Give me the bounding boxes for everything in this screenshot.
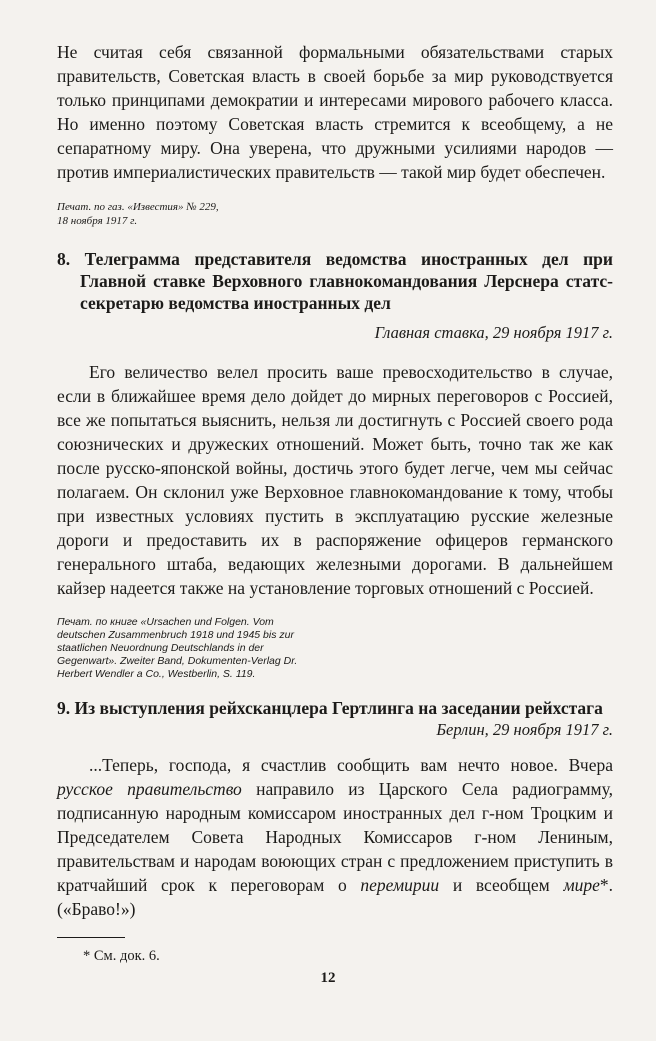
doc8-source: Печат. по книге «Ursachen und Folgen. Vom deutschen Zusammenbruch 1918 und 1945 bis zur staatlichen Neuordnung Deutschlands in der Gegenwart». Zweiter Band, Dokumenten-Verlag Dr. Herbert Wendler a Co., Westberlin, S. 119. [57, 616, 298, 680]
footnote-divider [57, 937, 125, 938]
doc9-heading: 9. Из выступления рейхсканцлера Гертлинга на заседании рейхстага [57, 698, 603, 718]
intro-source [57, 200, 613, 228]
doc9-text-2: направило из Царского Села радиограмму, подписанную народным комиссаром иностранных дел г-ном Троцким и Председателем Совета Народных Комиссаров г-ном Лениным, правительствам и народам воюющих стран с предложением приступить в кратчайший срок к переговорам о [57, 779, 613, 895]
intro-paragraph: Не считая себя связанной формальными обязательствами старых правительств, Советская власть в своей борьбе за мир руководствуется только принципами демократии и интересами мирового рабочего класса. Но именно поэтому Советская власть стремится к всеобщему, а не сепаратному миру. Она уверена, что дружными усилиями народов — против империалистических правительств — такой мир будет обеспечен. [57, 42, 613, 182]
doc9-text-3: и всеобщем [439, 875, 564, 895]
doc9-paragraph [57, 753, 613, 921]
intro-source-line2: 18 ноября 1917 г. [57, 215, 138, 227]
doc9-text-4: *. («Браво!») [57, 875, 613, 919]
doc9-text-1: ...Теперь, господа, я счастлив сообщить вам нечто новое. Вчера [89, 755, 613, 775]
doc8-dateline: Главная ставка, 29 ноября 1917 г. [374, 323, 613, 342]
doc9-emphasis-armistice: перемирии [360, 875, 440, 895]
doc8-heading: 8. Телеграмма представителя ведомства иностранных дел при Главной ставке Верховного главнокомандования Лерснера статс-секретарю ведомства иностранных дел [57, 249, 613, 313]
doc9-dateline: Берлин, 29 ноября 1917 г. [436, 720, 613, 739]
doc8-paragraph: Его величество велел просить ваше превосходительство в случае, если в ближайшее время дело дойдет до мирных переговоров с Россией, все же попытаться выяснить, нельзя ли достигнуть с Россией своего рода союзнических и дружеских отношений. Может быть, точно так же как после русско-японской войны, достичь этого будет легче, чем мы сейчас полагаем. Он склонил уже Верховное главнокомандование к тому, чтобы при известных условиях пустить в эксплуатацию русские железные дороги и предоставить их в распоряжение офицеров германского генерального штаба, ведающих железными дорогами. В дальнейшем кайзер надеется также на установление торговых отношений с Россией. [57, 362, 613, 598]
intro-source-line1: Печат. по газ. «Известия» № 229, [57, 201, 219, 213]
footnote: * См. док. 6. [83, 948, 160, 964]
page-number: 12 [320, 970, 336, 986]
page-content [57, 40, 613, 966]
doc9-emphasis-russian-government: русское правительство [57, 779, 242, 799]
doc9-emphasis-peace: мире [563, 875, 600, 895]
